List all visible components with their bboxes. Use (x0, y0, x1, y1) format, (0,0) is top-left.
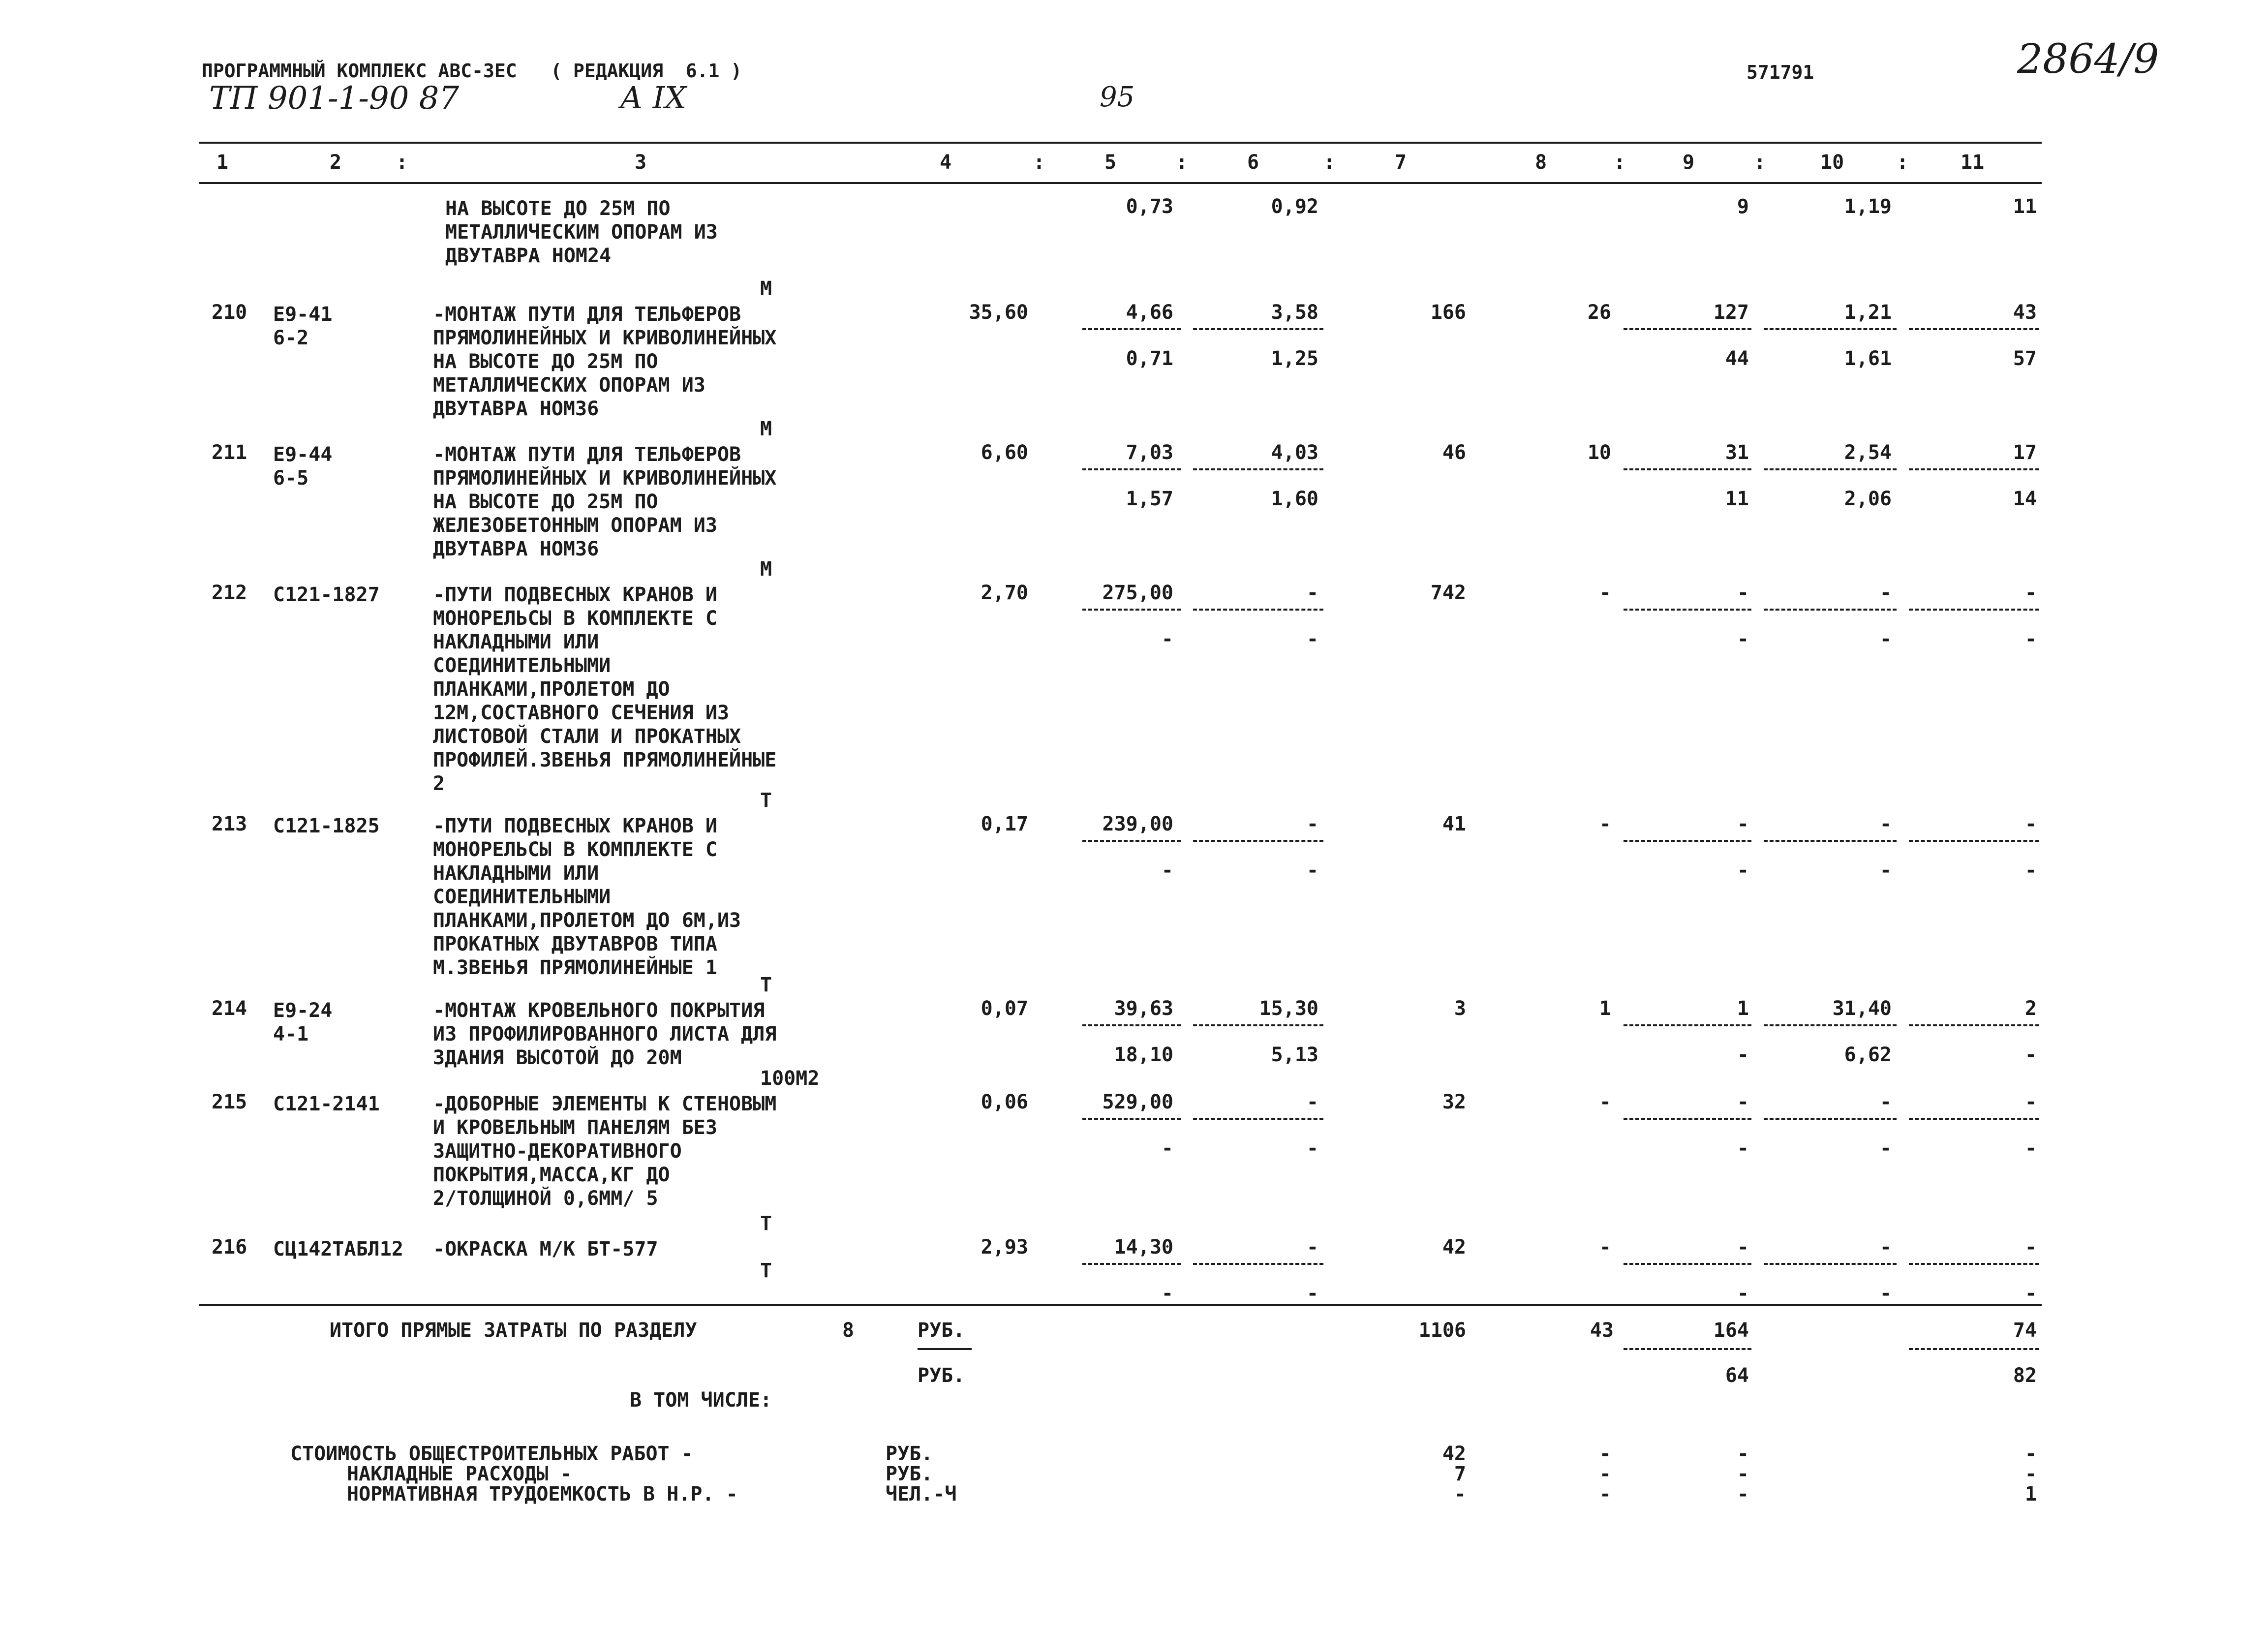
item-description: -МОНТАЖ ПУТИ ДЛЯ ТЕЛЬФЕРОВ ПРЯМОЛИНЕЙНЫХ И КРИВОЛИНЕЙНЫХ НА ВЫСОТЕ ДО 25М ПО МЕТАЛЛИЧЕСКИХ ОПОРАМ ИЗ ДВУТАВРА НОМ36 (433, 303, 777, 420)
cell-c11: 2 (2024, 997, 2037, 1020)
cell-c5: 39,63 (1114, 997, 1173, 1020)
column-separator: : (1754, 151, 1766, 174)
underline-c10 (1764, 609, 1897, 611)
underline-c9 (1624, 1024, 1751, 1026)
cell-c11-b: 57 (2013, 347, 2037, 370)
cell-c7: 3 (1454, 997, 1466, 1020)
cell-c4: 0,06 (981, 1091, 1028, 1113)
totals-col11-b: 82 (2013, 1364, 2037, 1387)
totals-col9-rule (1624, 1348, 1751, 1350)
summary-unit: РУБ. (886, 1463, 933, 1485)
cell-c9-b: - (1737, 628, 1749, 650)
cell-c6-b: - (1306, 1282, 1318, 1305)
underline-c5 (1082, 1263, 1181, 1265)
cell-c11: - (2024, 813, 2037, 835)
underline-c6 (1193, 1263, 1323, 1265)
cell-c8: - (1599, 582, 1611, 604)
cell-c10: 1,19 (1844, 195, 1892, 218)
cell-c11-b: 14 (2013, 488, 2037, 510)
summary-col7: 42 (1442, 1443, 1466, 1465)
item-description: -ОКРАСКА М/К БТ-577 (433, 1238, 658, 1260)
cell-c5: 239,00 (1102, 813, 1173, 835)
totals-col9: 164 (1713, 1319, 1749, 1342)
rate-code: С121-2141 (273, 1093, 380, 1115)
column-number: 11 (1961, 151, 1985, 174)
cell-c6-b: 5,13 (1271, 1044, 1318, 1066)
underline-c11 (1909, 1024, 2039, 1026)
cell-c9: - (1737, 1236, 1749, 1259)
column-number: 8 (1535, 151, 1547, 174)
underline-c11 (1909, 840, 2039, 842)
cell-c5-b: 1,57 (1126, 488, 1173, 510)
totals-currency-2: РУБ. (918, 1364, 965, 1387)
underline-c11 (1909, 1118, 2039, 1120)
cell-c9: - (1737, 1091, 1749, 1113)
cell-c6-b: - (1306, 1137, 1318, 1160)
underline-c10 (1764, 840, 1897, 842)
column-header-rule (199, 182, 2042, 184)
column-number: 2 (330, 151, 342, 174)
cell-c4: 35,60 (969, 301, 1028, 324)
summary-col9: - (1737, 1483, 1749, 1506)
unit-mark: М (760, 277, 772, 300)
cell-c11-b: - (2024, 1282, 2037, 1305)
item-description: -МОНТАЖ КРОВЕЛЬНОГО ПОКРЫТИЯ ИЗ ПРОФИЛИРОВАННОГО ЛИСТА ДЛЯ ЗДАНИЯ ВЫСОТОЙ ДО 20М (433, 999, 777, 1069)
summary-col7: 7 (1454, 1463, 1466, 1485)
cell-c10: 31,40 (1832, 997, 1892, 1020)
totals-col8: 43 (1590, 1319, 1614, 1342)
underline-c10 (1764, 1024, 1897, 1026)
cell-c10: 1,21 (1844, 301, 1892, 324)
item-description: -МОНТАЖ ПУТИ ДЛЯ ТЕЛЬФЕРОВ ПРЯМОЛИНЕЙНЫХ И КРИВОЛИНЕЙНЫХ НА ВЫСОТЕ ДО 25М ПО ЖЕЛЕЗОБЕТОННЫМ ОПОРАМ ИЗ ДВУТАВРА НОМ36 (433, 443, 777, 560)
summary-col11: - (2024, 1463, 2037, 1485)
underline-c5 (1082, 1118, 1181, 1120)
cell-c5: 4,66 (1126, 301, 1173, 324)
cell-c6-b: - (1306, 628, 1318, 650)
cell-c5-b: 0,71 (1126, 347, 1173, 370)
cell-c6-b: - (1306, 859, 1318, 882)
page-number: 95 (1100, 81, 1135, 113)
cell-c4: 0,07 (981, 997, 1028, 1020)
rate-code: Е9-44 6-5 (273, 443, 333, 490)
underline-c9 (1624, 840, 1751, 842)
cell-c10: - (1879, 582, 1892, 604)
including-label: В ТОМ ЧИСЛЕ: (630, 1389, 772, 1412)
cell-c6: 15,30 (1259, 997, 1318, 1020)
program-title: ПРОГРАММНЫЙ КОМПЛЕКС АВС-3ЕС ( РЕДАКЦИЯ 6.1 ) (202, 60, 742, 82)
item-number: 210 (212, 301, 247, 324)
cell-c9-b: - (1737, 859, 1749, 882)
item-description: -ДОБОРНЫЕ ЭЛЕМЕНТЫ К СТЕНОВЫМ И КРОВЕЛЬНЫМ ПАНЕЛЯМ БЕЗ ЗАЩИТНО-ДЕКОРАТИВНОГО ПОКРЫТИЯ,МАССА,КГ ДО 2/ТОЛЩИНОЙ 0,6ММ/ 5 (433, 1093, 777, 1210)
cell-c5: 7,03 (1126, 441, 1173, 464)
underline-c9 (1624, 468, 1751, 470)
underline-c5 (1082, 609, 1181, 611)
cell-c5-b: - (1161, 1282, 1173, 1305)
underline-c5 (1082, 840, 1181, 842)
underline-c10 (1764, 328, 1897, 330)
underline-c10 (1764, 1263, 1897, 1265)
cell-c9-b: - (1737, 1137, 1749, 1160)
underline-c9 (1624, 328, 1751, 330)
cell-c9: 9 (1737, 195, 1749, 218)
cell-c6: - (1306, 1236, 1318, 1259)
sheet-number: 2864/9 (2017, 36, 2159, 83)
summary-label: НОРМАТИВНАЯ ТРУДОЕМКОСТЬ В Н.Р. - (347, 1483, 738, 1506)
table-top-rule (199, 142, 2042, 144)
summary-label: СТОИМОСТЬ ОБЩЕСТРОИТЕЛЬНЫХ РАБОТ - (290, 1443, 693, 1465)
cell-c11: - (2024, 1091, 2037, 1113)
column-number: 3 (635, 151, 647, 174)
cell-c10-b: 2,06 (1844, 488, 1892, 510)
cell-c8: - (1599, 813, 1611, 835)
summary-col8: - (1599, 1463, 1611, 1485)
cell-c4: 2,70 (981, 582, 1028, 604)
totals-col9-b: 64 (1725, 1364, 1749, 1387)
totals-section: 8 (842, 1319, 855, 1342)
totals-currency: РУБ. (918, 1319, 965, 1342)
cell-c10: - (1879, 1236, 1892, 1259)
column-number: 10 (1820, 151, 1844, 174)
cell-c7: 42 (1442, 1236, 1466, 1259)
cell-c5-b: 18,10 (1114, 1044, 1173, 1066)
column-separator: : (1033, 151, 1045, 174)
cell-c10: 2,54 (1844, 441, 1892, 464)
cell-c4: 6,60 (981, 441, 1028, 464)
item-number: 213 (212, 813, 247, 835)
column-number: 9 (1683, 151, 1695, 174)
cell-c6: 4,03 (1271, 441, 1318, 464)
item-description: НА ВЫСОТЕ ДО 25М ПО МЕТАЛЛИЧЕСКИМ ОПОРАМ ИЗ ДВУТАВРА НОМ24 (445, 197, 718, 267)
item-number: 211 (212, 441, 247, 464)
item-description: -ПУТИ ПОДВЕСНЫХ КРАНОВ И МОНОРЕЛЬСЫ В КОМПЛЕКТЕ С НАКЛАДНЫМИ ИЛИ СОЕДИНИТЕЛЬНЫМИ ПЛАНКАМИ,ПРОЛЕТОМ ДО 12М,СОСТАВНОГО СЕЧЕНИЯ ИЗ ЛИСТОВОЙ СТАЛИ И ПРОКАТНЫХ ПРОФИЛЕЙ.ЗВЕНЬЯ ПРЯМОЛИНЕЙНЫЕ 2 (433, 584, 777, 795)
rate-code: Е9-41 6-2 (273, 303, 333, 349)
summary-col7: - (1454, 1483, 1466, 1506)
summary-col11: 1 (2024, 1483, 2037, 1506)
underline-c6 (1193, 840, 1323, 842)
cell-c6: 3,58 (1271, 301, 1318, 324)
cell-c9-b: - (1737, 1282, 1749, 1305)
cell-c11: - (2024, 582, 2037, 604)
totals-col11-rule (1909, 1348, 2039, 1350)
underline-c10 (1764, 1118, 1897, 1120)
doc-code: ТП 901-1-90 87 (209, 80, 460, 117)
column-number: 5 (1104, 151, 1117, 174)
item-number: 215 (212, 1091, 247, 1113)
totals-label: ИТОГО ПРЯМЫЕ ЗАТРАТЫ ПО РАЗДЕЛУ (330, 1319, 697, 1342)
unit-mark: М (760, 418, 772, 440)
cell-c10-b: 1,61 (1844, 347, 1892, 370)
rate-code: С121-1827 (273, 584, 380, 606)
cell-c5-b: - (1161, 859, 1173, 882)
cell-c7: 742 (1430, 582, 1466, 604)
column-separator: : (1176, 151, 1188, 174)
cell-c8: - (1599, 1091, 1611, 1113)
cell-c5: 14,30 (1114, 1236, 1173, 1259)
cell-c10-b: 6,62 (1844, 1044, 1892, 1066)
cell-c8: 10 (1587, 441, 1611, 464)
unit-mark: М (760, 558, 772, 581)
column-number: 7 (1395, 151, 1407, 174)
cell-c8: 1 (1599, 997, 1611, 1020)
item-number: 214 (212, 997, 247, 1020)
unit-mark: Т (760, 1260, 772, 1282)
cell-c10-b: - (1879, 628, 1892, 650)
cell-c6: - (1306, 582, 1318, 604)
cell-c8: 26 (1587, 301, 1611, 324)
summary-col8: - (1599, 1483, 1611, 1506)
totals-rule (199, 1304, 2042, 1306)
rate-code: СЦ142ТАБЛ12 (273, 1238, 403, 1260)
cell-c6: - (1306, 1091, 1318, 1113)
rate-code: Е9-24 4-1 (273, 999, 333, 1045)
underline-c9 (1624, 1263, 1751, 1265)
underline-c6 (1193, 468, 1323, 470)
cell-c9-b: - (1737, 1044, 1749, 1066)
totals-currency-rule (918, 1348, 972, 1350)
summary-unit: ЧЕЛ.-Ч (886, 1483, 957, 1506)
unit-mark: 100М2 (760, 1067, 820, 1090)
column-number: 6 (1247, 151, 1259, 174)
cell-c6: - (1306, 813, 1318, 835)
column-separator: : (396, 151, 408, 174)
cell-c10-b: - (1879, 1137, 1892, 1160)
summary-col8: - (1599, 1443, 1611, 1465)
underline-c9 (1624, 1118, 1751, 1120)
cell-c5: 275,00 (1102, 582, 1173, 604)
cell-c6-b: 1,60 (1271, 488, 1318, 510)
cell-c11: 17 (2013, 441, 2037, 464)
cell-c11-b: - (2024, 859, 2037, 882)
cell-c7: 32 (1442, 1091, 1466, 1113)
item-description: -ПУТИ ПОДВЕСНЫХ КРАНОВ И МОНОРЕЛЬСЫ В КОМПЛЕКТЕ С НАКЛАДНЫМИ ИЛИ СОЕДИНИТЕЛЬНЫМИ ПЛАНКАМИ,ПРОЛЕТОМ ДО 6М,ИЗ ПРОКАТНЫХ ДВУТАВРОВ ТИПА М.ЗВЕНЬЯ ПРЯМОЛИНЕЙНЫЕ 1 (433, 815, 741, 979)
item-number: 216 (212, 1236, 247, 1259)
unit-mark: Т (760, 1212, 772, 1235)
cell-c9-b: 44 (1725, 347, 1749, 370)
cell-c10-b: - (1879, 859, 1892, 882)
cell-c11-b: - (2024, 1137, 2037, 1160)
cell-c10-b: - (1879, 1282, 1892, 1305)
cell-c10: - (1879, 1091, 1892, 1113)
cell-c7: 46 (1442, 441, 1466, 464)
unit-mark: Т (760, 974, 772, 996)
rate-code: С121-1825 (273, 815, 380, 837)
underline-c5 (1082, 1024, 1181, 1026)
cell-c5-b: - (1161, 628, 1173, 650)
column-number: 1 (216, 151, 229, 174)
unit-mark: Т (760, 789, 772, 812)
cell-c11: - (2024, 1236, 2037, 1259)
cell-c9-b: 11 (1725, 488, 1749, 510)
column-number: 4 (940, 151, 952, 174)
cell-c5-b: - (1161, 1137, 1173, 1160)
underline-c5 (1082, 328, 1181, 330)
cell-c9: - (1737, 813, 1749, 835)
cell-c8: - (1599, 1236, 1611, 1259)
underline-c11 (1909, 328, 2039, 330)
cell-c9: 127 (1713, 301, 1749, 324)
underline-c9 (1624, 609, 1751, 611)
underline-c11 (1909, 468, 2039, 470)
cell-c9: 31 (1725, 441, 1749, 464)
column-separator: : (1614, 151, 1626, 174)
totals-col11: 74 (2013, 1319, 2037, 1342)
underline-c5 (1082, 468, 1181, 470)
cell-c11-b: - (2024, 1044, 2037, 1066)
cell-c10: - (1879, 813, 1892, 835)
cell-c9: - (1737, 582, 1749, 604)
summary-col9: - (1737, 1463, 1749, 1485)
underline-c6 (1193, 609, 1323, 611)
cell-c11: 43 (2013, 301, 2037, 324)
cell-c4: 0,17 (981, 813, 1028, 835)
totals-col7: 1106 (1418, 1319, 1466, 1342)
column-separator: : (1323, 151, 1336, 174)
summary-col11: - (2024, 1443, 2037, 1465)
cell-c11: 11 (2013, 195, 2037, 218)
underline-c6 (1193, 328, 1323, 330)
summary-unit: РУБ. (886, 1443, 933, 1465)
cell-c5: 529,00 (1102, 1091, 1173, 1113)
cell-c9: 1 (1737, 997, 1749, 1020)
document-id: 571791 (1747, 61, 1814, 83)
underline-c6 (1193, 1118, 1323, 1120)
underline-c10 (1764, 468, 1897, 470)
cell-c7: 41 (1442, 813, 1466, 835)
underline-c6 (1193, 1024, 1323, 1026)
album-mark: А IX (620, 80, 687, 116)
summary-col9: - (1737, 1443, 1749, 1465)
cell-c4: 2,93 (981, 1236, 1028, 1259)
column-separator: : (1897, 151, 1909, 174)
underline-c11 (1909, 1263, 2039, 1265)
cell-c6: 0,92 (1271, 195, 1318, 218)
cell-c5: 0,73 (1126, 195, 1173, 218)
cell-c6-b: 1,25 (1271, 347, 1318, 370)
cell-c11-b: - (2024, 628, 2037, 650)
underline-c11 (1909, 609, 2039, 611)
item-number: 212 (212, 582, 247, 604)
cell-c7: 166 (1430, 301, 1466, 324)
summary-label: НАКЛАДНЫЕ РАСХОДЫ - (347, 1463, 572, 1485)
